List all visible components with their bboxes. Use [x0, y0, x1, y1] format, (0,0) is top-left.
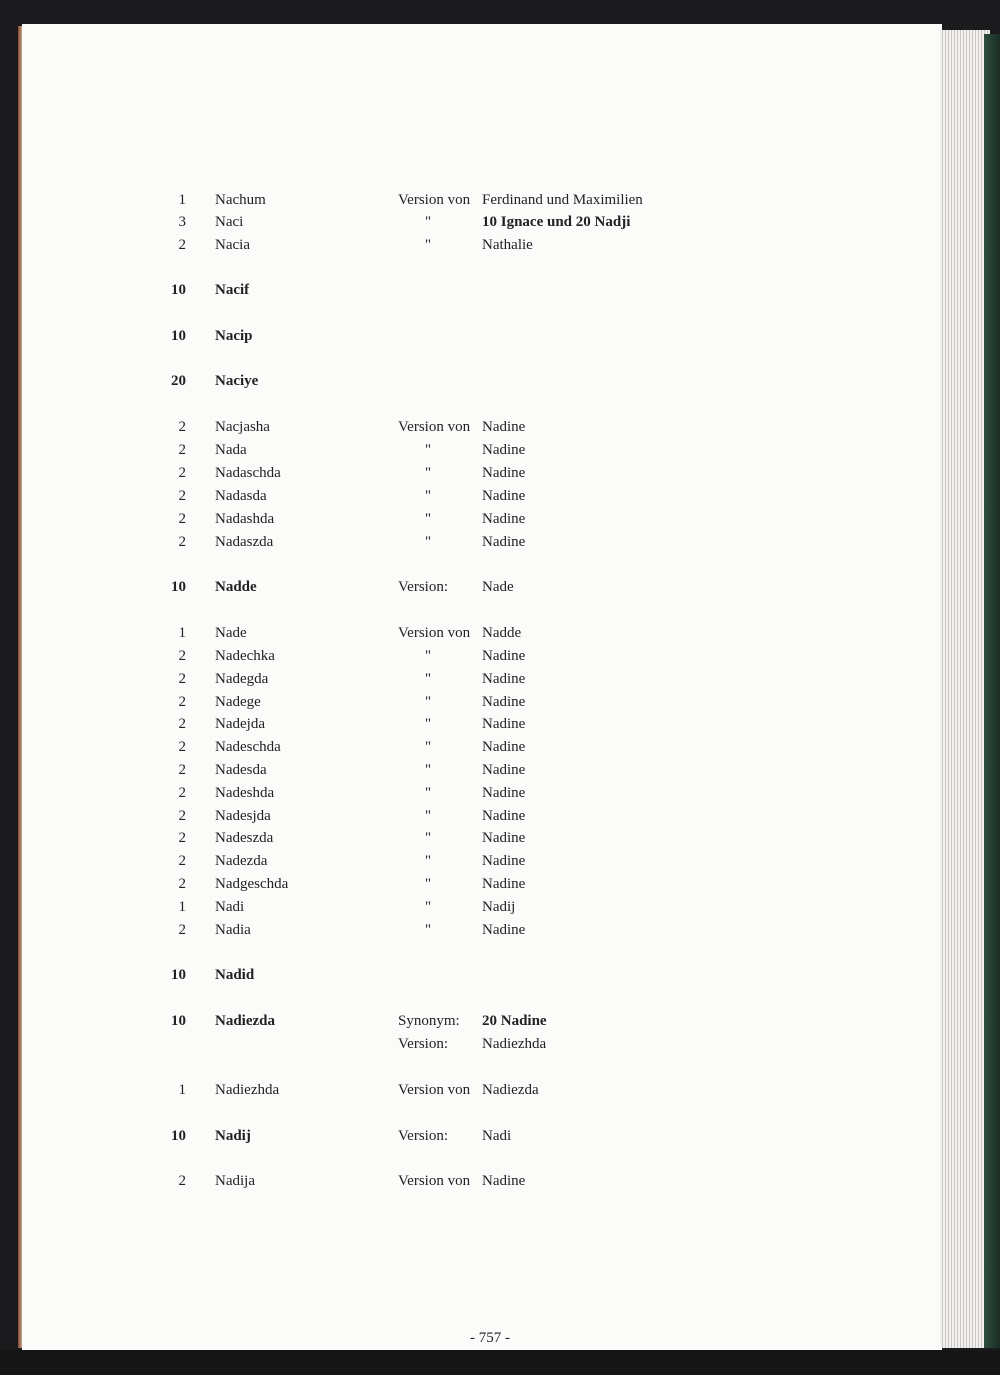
entry-weight: 2	[178, 488, 186, 504]
entry-target: Nadine	[482, 739, 526, 755]
entry-name: Nadgeschda	[215, 876, 289, 892]
entry-row	[0, 762, 1000, 784]
entry-row	[0, 328, 1000, 350]
entry-weight: 2	[178, 419, 186, 435]
entry-weight: 1	[178, 192, 186, 208]
entry-target: Nadine	[482, 671, 526, 687]
entry-row	[0, 237, 1000, 259]
entry-target: Nadine	[482, 876, 526, 892]
entry-weight: 10	[171, 1013, 186, 1029]
entry-row	[0, 739, 1000, 761]
entry-row	[0, 1173, 1000, 1195]
entry-name: Nade	[215, 625, 247, 641]
entry-row	[0, 465, 1000, 487]
ditto-mark: "	[425, 214, 432, 230]
entry-row	[0, 511, 1000, 533]
entry-row	[0, 648, 1000, 670]
entry-row	[0, 899, 1000, 921]
entry-name: Nacia	[215, 237, 250, 253]
entry-weight: 10	[171, 967, 186, 983]
entry-target: Nadiezda	[482, 1082, 539, 1098]
entry-row	[0, 853, 1000, 875]
entry-name: Nadezda	[215, 853, 268, 869]
entry-row	[0, 785, 1000, 807]
page-number: - 757 -	[470, 1330, 510, 1346]
entry-target: Nade	[482, 579, 514, 595]
ditto-mark: "	[425, 876, 432, 892]
entry-weight: 2	[178, 785, 186, 801]
entry-row	[0, 1082, 1000, 1104]
entry-row	[0, 876, 1000, 898]
entry-name: Nadesjda	[215, 808, 271, 824]
entry-name: Nadesda	[215, 762, 267, 778]
entry-weight: 2	[178, 1173, 186, 1189]
entry-name: Nacif	[215, 282, 250, 298]
entry-weight: 1	[178, 899, 186, 915]
entry-target: Nadine	[482, 853, 526, 869]
entry-target: Nadine	[482, 762, 526, 778]
entry-weight: 1	[178, 625, 186, 641]
entry-name: Nadiezda	[215, 1013, 275, 1029]
entry-row	[0, 671, 1000, 693]
entry-row	[0, 214, 1000, 236]
entry-name: Nadiezhda	[215, 1082, 280, 1098]
entry-target: Nadine	[482, 1173, 526, 1189]
entry-note: Version von	[398, 192, 471, 208]
entry-name: Nadaschda	[215, 465, 281, 481]
entry-row	[0, 922, 1000, 944]
entry-row	[0, 967, 1000, 989]
ditto-mark: "	[425, 511, 432, 527]
entry-row	[0, 282, 1000, 304]
entry-name: Nadde	[215, 579, 257, 595]
entry-weight: 10	[171, 579, 186, 595]
entry-target: Nadine	[482, 648, 526, 664]
entry-name: Nachum	[215, 192, 266, 208]
entry-row	[0, 808, 1000, 830]
entry-row	[0, 716, 1000, 738]
entry-weight: 2	[178, 465, 186, 481]
entry-name: Nadi	[215, 899, 245, 915]
entry-name: Naciye	[215, 373, 259, 389]
entry-target: Ferdinand und Maximilien	[482, 192, 643, 208]
entry-row	[0, 534, 1000, 556]
entry-weight: 1	[178, 1082, 186, 1098]
ditto-mark: "	[425, 237, 432, 253]
entry-weight: 2	[178, 671, 186, 687]
ditto-mark: "	[425, 830, 432, 846]
entry-weight: 2	[178, 442, 186, 458]
entry-name: Nacjasha	[215, 419, 270, 435]
entry-name: Nacip	[215, 328, 253, 344]
entry-name: Nadechka	[215, 648, 275, 664]
ditto-mark: "	[425, 442, 432, 458]
entry-name: Nadij	[215, 1128, 251, 1144]
entry-target: Nadde	[482, 625, 522, 641]
entry-name: Nadege	[215, 694, 261, 710]
ditto-mark: "	[425, 785, 432, 801]
entry-weight: 2	[178, 762, 186, 778]
entry-weight: 2	[178, 922, 186, 938]
entry-note: Version:	[398, 1036, 448, 1052]
entry-note: Version von	[398, 1082, 471, 1098]
entry-row	[0, 830, 1000, 852]
entry-name: Nadid	[215, 967, 255, 983]
ditto-mark: "	[425, 899, 432, 915]
entry-name: Nadia	[215, 922, 251, 938]
entry-name: Nadashda	[215, 511, 275, 527]
entry-note: Version von	[398, 419, 471, 435]
entry-target: Nadine	[482, 442, 526, 458]
entry-target: Nadine	[482, 830, 526, 846]
ditto-mark: "	[425, 808, 432, 824]
entry-row	[0, 192, 1000, 214]
ditto-mark: "	[425, 488, 432, 504]
entry-row	[0, 1128, 1000, 1150]
ditto-mark: "	[425, 694, 432, 710]
entry-target: Nadiezhda	[482, 1036, 547, 1052]
entry-target: Nadi	[482, 1128, 512, 1144]
entry-target: Nadine	[482, 488, 526, 504]
entry-row	[0, 373, 1000, 395]
ditto-mark: "	[425, 762, 432, 778]
ditto-mark: "	[425, 465, 432, 481]
entry-target: Nadine	[482, 694, 526, 710]
entry-row	[0, 419, 1000, 441]
entry-target: Nadine	[482, 534, 526, 550]
ditto-mark: "	[425, 671, 432, 687]
entry-row	[0, 625, 1000, 647]
entry-weight: 20	[171, 373, 186, 389]
entry-target: Nadine	[482, 808, 526, 824]
entry-target: Nathalie	[482, 237, 533, 253]
entry-row	[0, 442, 1000, 464]
entry-weight: 10	[171, 1128, 186, 1144]
entry-weight: 2	[178, 739, 186, 755]
entry-name: Nadeschda	[215, 739, 281, 755]
entry-note: Version:	[398, 579, 448, 595]
entry-note: Version von	[398, 625, 471, 641]
entry-weight: 10	[171, 282, 186, 298]
entry-row	[0, 579, 1000, 601]
entry-note: Version:	[398, 1128, 448, 1144]
ditto-mark: "	[425, 534, 432, 550]
entry-weight: 10	[171, 328, 186, 344]
entry-row	[0, 1036, 1000, 1058]
ditto-mark: "	[425, 716, 432, 732]
entry-weight: 2	[178, 534, 186, 550]
entry-target: 10 Ignace und 20 Nadji	[482, 214, 631, 230]
entry-name: Naci	[215, 214, 244, 230]
entry-weight: 2	[178, 876, 186, 892]
ditto-mark: "	[425, 922, 432, 938]
entry-row	[0, 1013, 1000, 1035]
entry-target: Nadine	[482, 922, 526, 938]
entry-target: Nadine	[482, 465, 526, 481]
entry-name: Nadaszda	[215, 534, 274, 550]
entry-target: Nadine	[482, 511, 526, 527]
ditto-mark: "	[425, 853, 432, 869]
entry-name: Nadejda	[215, 716, 265, 732]
entry-weight: 2	[178, 694, 186, 710]
entry-name: Nadasda	[215, 488, 267, 504]
entry-name: Nadeshda	[215, 785, 275, 801]
entry-target: Nadine	[482, 716, 526, 732]
entry-weight: 2	[178, 511, 186, 527]
entry-note: Synonym:	[398, 1013, 460, 1029]
entry-target: 20 Nadine	[482, 1013, 547, 1029]
entry-row	[0, 694, 1000, 716]
entry-weight: 2	[178, 830, 186, 846]
entry-name: Nadeszda	[215, 830, 274, 846]
entry-weight: 2	[178, 648, 186, 664]
entry-target: Nadij	[482, 899, 516, 915]
entry-weight: 2	[178, 237, 186, 253]
ditto-mark: "	[425, 739, 432, 755]
entry-weight: 2	[178, 853, 186, 869]
entry-name: Nadija	[215, 1173, 255, 1189]
entry-name: Nada	[215, 442, 247, 458]
ditto-mark: "	[425, 648, 432, 664]
entry-row	[0, 488, 1000, 510]
entry-weight: 2	[178, 808, 186, 824]
entry-target: Nadine	[482, 419, 526, 435]
entry-weight: 2	[178, 716, 186, 732]
entry-target: Nadine	[482, 785, 526, 801]
entry-note: Version von	[398, 1173, 471, 1189]
entry-weight: 3	[178, 214, 186, 230]
entry-name: Nadegda	[215, 671, 269, 687]
